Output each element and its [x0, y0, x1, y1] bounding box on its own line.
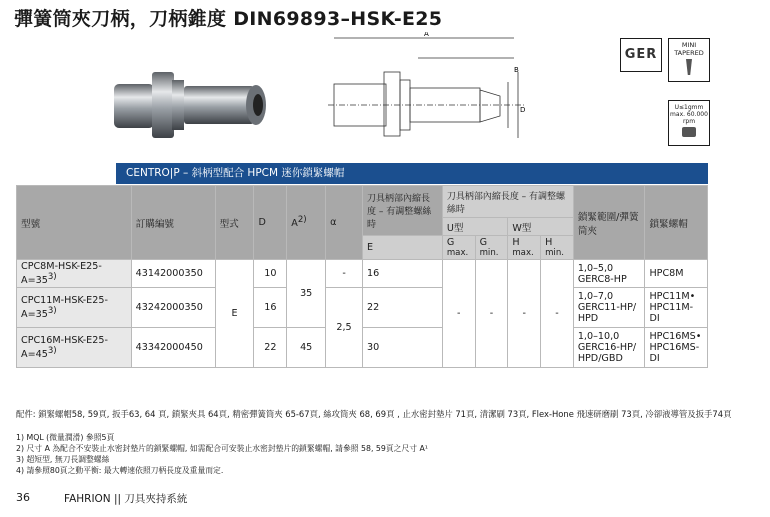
range-line-1: 1,0–7,0 — [577, 291, 614, 303]
header-g-min-label: G — [479, 237, 487, 248]
cell-e: 22 — [362, 288, 442, 328]
header-w-type: W型 — [508, 218, 574, 236]
header-h-max-label: H — [512, 237, 520, 248]
footnote-text: 尺寸 A 為配合不安裝止水密封墊片的鎖緊螺帽, 如需配合可安裝止水密封墊片的鎖緊螺帽, 請參照 58, 59頁之尺寸 A¹ — [26, 444, 428, 453]
cell-model — [17, 328, 132, 368]
ger-badge — [620, 38, 662, 72]
header-h-min-label: H — [545, 237, 553, 248]
cell-d: 22 — [254, 328, 287, 368]
section-heading: CENTRO|P – 斜柄型配合 HPCM 迷你鎖緊螺帽 — [116, 163, 708, 184]
balance-icon — [682, 127, 696, 137]
cell-order-no: 43342000450 — [131, 328, 215, 368]
header-h-max-sub: max. — [512, 248, 534, 258]
cell-d: 16 — [254, 288, 287, 328]
model-text: CPC8M-HSK-E25-A=35 — [21, 261, 102, 287]
header-g-max-label: G — [446, 237, 455, 248]
cell-clamp-range — [573, 328, 645, 368]
technical-drawing — [328, 32, 528, 152]
range-line-3: HPD/GBD — [577, 353, 623, 365]
footnote-num: 4) — [16, 466, 25, 475]
header-d: D — [254, 186, 287, 260]
mini-tapered-badge — [668, 38, 710, 82]
cell-d: 10 — [254, 260, 287, 288]
table-row — [17, 288, 708, 328]
footnote-num: 3) — [16, 455, 25, 464]
header-model: 型號 — [17, 186, 132, 260]
header-order-no: 訂購編號 — [131, 186, 215, 260]
cell-lock-nut — [645, 288, 708, 328]
header-type: 型式 — [215, 186, 254, 260]
cell-alpha: 2,5 — [326, 288, 363, 368]
page-title: 彈簧筒夾刀柄，刀柄錐度 DIN69893–HSK-E25 — [14, 8, 443, 30]
dimension-a-label: A — [424, 32, 429, 38]
footnote-4 — [16, 465, 223, 476]
header-a-sup: 2) — [297, 215, 307, 226]
header-clamp-range: 鎖緊範圍/彈簧筒夾 — [573, 186, 645, 260]
balance-line-2: max. 60.000 — [670, 111, 708, 118]
header-h-min-sub: min. — [545, 248, 564, 258]
balance-line-3: rpm — [682, 118, 696, 125]
table-row — [17, 328, 708, 368]
range-line-3: HPD — [577, 313, 599, 325]
range-line-1: 1,0–5,0 — [577, 262, 614, 274]
table-row — [17, 260, 708, 288]
cell-lock-nut: HPC8M — [645, 260, 708, 288]
balance-line-1: U≤1gmm — [674, 104, 704, 111]
model-sup: 3) — [47, 346, 57, 357]
header-h-min — [541, 236, 574, 260]
cell-order-no: 43142000350 — [131, 260, 215, 288]
header-inner-length-uw: 刀具柄部內縮長度 – 有調整螺絲時 — [442, 186, 573, 218]
footnote-1 — [16, 432, 114, 443]
nut-line-1: HPC11M• — [649, 291, 696, 303]
dimension-b-label: B — [514, 66, 519, 74]
cell-h-max: - — [508, 260, 541, 368]
cell-g-max: - — [442, 260, 475, 368]
publisher-footer: FAHRION || 刀具夾持系統 — [64, 493, 188, 505]
footnote-text: MQL (微量潤滑) 參照5頁 — [26, 433, 115, 442]
cell-e: 30 — [362, 328, 442, 368]
header-g-max — [442, 236, 475, 260]
nut-line-2: HPC16MS-DI — [649, 342, 700, 365]
range-line-2: GERC8-HP — [577, 273, 627, 285]
tool-holder-photo — [108, 62, 278, 146]
header-g-min-sub: min. — [479, 248, 499, 258]
cell-order-no: 43242000350 — [131, 288, 215, 328]
product-table — [16, 185, 708, 368]
cell-model — [17, 260, 132, 288]
cell-clamp-range — [573, 260, 645, 288]
nut-line-1: HPC16MS• — [649, 331, 702, 343]
cell-alpha: - — [326, 260, 363, 288]
cell-h-min: - — [541, 260, 574, 368]
model-text: CPC11M-HSK-E25-A=35 — [21, 295, 108, 321]
dimension-d-label: D — [520, 106, 526, 114]
cell-a: 45 — [287, 328, 326, 368]
header-u-type: U型 — [442, 218, 508, 236]
range-line-1: 1,0–10,0 — [577, 331, 620, 343]
model-sup: 3) — [47, 306, 57, 317]
header-h-max — [508, 236, 541, 260]
header-g-min — [475, 236, 508, 260]
footnote-3 — [16, 454, 109, 465]
cell-clamp-range — [573, 288, 645, 328]
table-header-row — [17, 186, 708, 218]
footnote-text: 請參照80頁之動平衡: 最大轉速依照刀柄長度及重量而定. — [26, 466, 224, 475]
model-sup: 3) — [47, 272, 57, 282]
cell-model — [17, 288, 132, 328]
header-a — [287, 186, 326, 260]
nut-line-2: HPC11M-DI — [649, 302, 694, 325]
footnote-num: 2) — [16, 444, 25, 453]
cell-type: E — [215, 260, 254, 368]
mini-tapered-label: MINI TAPERED — [674, 41, 704, 57]
footnote-num: 1) — [16, 433, 25, 442]
header-e: E — [362, 236, 442, 260]
balance-badge — [668, 100, 710, 146]
footnote-2 — [16, 443, 428, 454]
page-number: 36 — [16, 491, 30, 504]
cell-a: 35 — [287, 260, 326, 328]
header-lock-nut: 鎖緊螺帽 — [645, 186, 708, 260]
range-line-2: GERC16-HP/ — [577, 342, 637, 354]
header-inner-length: 刀具柄部內縮長度 – 有調整螺絲時 — [362, 186, 442, 236]
range-line-2: GERC11-HP/ — [577, 302, 637, 314]
cell-g-min: - — [475, 260, 508, 368]
accessories-note: 配件: 鎖緊螺帽58, 59頁, 扳手63, 64 頁, 鎖緊夾具 64頁, 精密彈簧筒夾 65-67頁, 絲攻筒夾 68, 69頁 , 止水密封墊片 71頁, 清潔刷 73頁, Flex-Hone 飛速研磨刷 73頁, 冷卻液導管及扳手74頁 — [16, 409, 732, 419]
model-text: CPC16M-HSK-E25-A=45 — [21, 335, 108, 361]
header-g-max-sub: max. — [446, 248, 469, 258]
header-alpha: α — [326, 186, 363, 260]
header-a-text: A — [291, 218, 298, 230]
cell-lock-nut — [645, 328, 708, 368]
ger-label: GER — [624, 47, 658, 62]
taper-icon — [683, 59, 695, 75]
footnote-text: 超短型, 無刀長調整螺絲 — [26, 455, 110, 464]
cell-e: 16 — [362, 260, 442, 288]
